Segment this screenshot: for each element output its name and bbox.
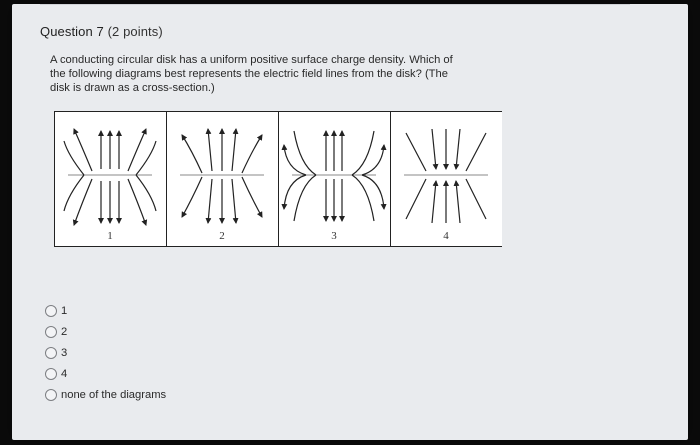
question-title: Question 7: [40, 24, 104, 39]
radio-button[interactable]: [45, 389, 57, 401]
answer-option-none[interactable]: [45, 384, 345, 405]
answer-option-label: 3: [61, 346, 68, 359]
question-text: [50, 53, 520, 95]
divider: [40, 4, 630, 5]
radio-button[interactable]: [45, 305, 57, 317]
diagram-panel-label: 3: [331, 230, 337, 242]
diagram-panel-label: 1: [107, 230, 113, 242]
question-text-line: the following diagrams best represents the electric field lines from the disk? (The: [50, 68, 448, 80]
answer-option-label: 1: [61, 304, 68, 317]
answer-options: [45, 300, 345, 405]
field-lines-figure: [54, 111, 502, 247]
field-lines-diagrams: [54, 111, 502, 247]
diagram-panel-label: 2: [219, 230, 225, 242]
question-card: [12, 4, 688, 440]
question-header: [40, 24, 163, 39]
answer-option-label: none of the diagrams: [61, 388, 167, 401]
radio-button[interactable]: [45, 368, 57, 380]
answer-option-label: 4: [61, 367, 68, 380]
diagram-panel-label: 4: [443, 230, 449, 242]
radio-button[interactable]: [45, 347, 57, 359]
answer-option-3[interactable]: [45, 342, 345, 363]
question-text-line: disk is drawn as a cross-section.): [50, 82, 215, 94]
answer-option-1[interactable]: [45, 300, 345, 321]
radio-button[interactable]: [45, 326, 57, 338]
answer-option-2[interactable]: [45, 321, 345, 342]
answer-option-label: 2: [61, 325, 68, 338]
question-text-line: A conducting circular disk has a uniform positive surface charge density. Which of: [50, 54, 453, 66]
answer-option-4[interactable]: [45, 363, 345, 384]
question-points: (2 points): [107, 24, 163, 39]
